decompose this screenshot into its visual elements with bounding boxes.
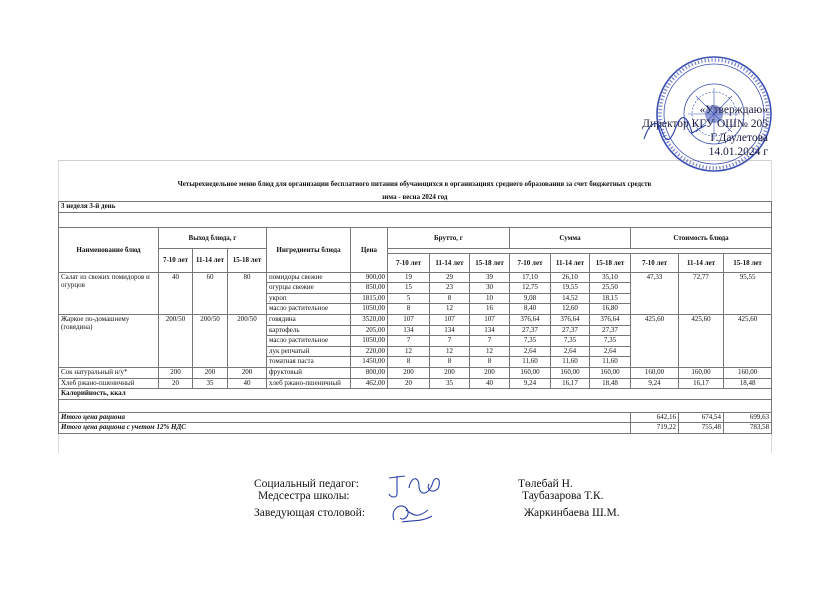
signature-name: Төлебай Н. xyxy=(518,478,573,490)
header-price: Цена xyxy=(351,227,388,272)
sum-age2: 16,17 xyxy=(551,378,590,389)
gross-age1: 12 xyxy=(388,346,430,357)
cost-age1: 9,24 xyxy=(631,378,679,389)
sum-age1: 27,37 xyxy=(510,325,551,336)
output-age1: 200 xyxy=(159,367,193,378)
ingredient: хлеб ржано-пшеничный xyxy=(267,378,351,389)
cost-age3: 18,48 xyxy=(724,378,772,389)
cost-age2: 72,77 xyxy=(679,272,724,314)
header-output: Выход блюда, г xyxy=(159,227,267,248)
header-cost-age2: 11-14 лет xyxy=(679,253,724,272)
table-row xyxy=(59,367,772,378)
output-age2: 200/50 xyxy=(193,314,228,367)
sum-age3: 25,50 xyxy=(590,283,631,294)
approval-position: Директор КГУ ОШ№ 205 xyxy=(642,118,768,130)
dish-name: Сок натуральный н/у* xyxy=(59,367,159,378)
menu-subtitle: зима - весна 2024 год xyxy=(381,193,448,201)
output-age1: 20 xyxy=(159,378,193,389)
output-age2: 35 xyxy=(193,378,228,389)
ingredient: лук репчатый xyxy=(267,346,351,357)
sum-age3: 18,48 xyxy=(590,378,631,389)
gross-age3: 107 xyxy=(470,314,510,325)
gross-age1: 107 xyxy=(388,314,430,325)
ingredient: томатная паста xyxy=(267,357,351,368)
price: 1815,00 xyxy=(351,293,388,304)
ingredient: огурцы свежие xyxy=(267,283,351,294)
signature-name: Таубазарова Т.К. xyxy=(522,490,604,502)
sum-age1: 11,60 xyxy=(510,357,551,368)
header-output-age2: 11-14 лет xyxy=(193,248,228,272)
ingredient: масло растительное xyxy=(267,304,351,315)
header-output-age3: 15-18 лет xyxy=(228,248,267,272)
sum-age1: 2,64 xyxy=(510,346,551,357)
cost-age2: 160,00 xyxy=(679,367,724,378)
total-vat-age1: 719,22 xyxy=(631,423,679,434)
approval-date: 14.01.2024 г xyxy=(708,146,768,158)
gross-age3: 134 xyxy=(470,325,510,336)
output-age3: 200 xyxy=(228,367,267,378)
output-age2: 200 xyxy=(193,367,228,378)
price: 3520,00 xyxy=(351,314,388,325)
header-gross-age2: 11-14 лет xyxy=(430,253,470,272)
director-signature xyxy=(640,115,710,145)
price: 1050,00 xyxy=(351,304,388,315)
total-label: Итого цена рациона xyxy=(59,412,631,423)
table-row xyxy=(59,314,772,325)
sum-age3: 27,37 xyxy=(590,325,631,336)
sum-age1: 9,24 xyxy=(510,378,551,389)
header-sum-age2: 11-14 лет xyxy=(551,253,590,272)
ingredient: помидоры свежие xyxy=(267,272,351,283)
header-gross-age3: 15-18 лет xyxy=(470,253,510,272)
gross-age2: 12 xyxy=(430,346,470,357)
header-output-age1: 7-10 лет xyxy=(159,248,193,272)
cost-age1: 425,60 xyxy=(631,314,679,367)
menu-title: Четырехнедельное меню блюд для организации бесплатного питания обучающихся в организациях среднего образования за счет бюджетных средств xyxy=(177,180,652,188)
price: 800,00 xyxy=(351,367,388,378)
cost-age1: 160,00 xyxy=(631,367,679,378)
sum-age1: 7,35 xyxy=(510,336,551,347)
gross-age2: 200 xyxy=(430,367,470,378)
sum-age1: 8,40 xyxy=(510,304,551,315)
sum-age3: 7,35 xyxy=(590,336,631,347)
cost-age3: 95,55 xyxy=(724,272,772,314)
gross-age3: 39 xyxy=(470,272,510,283)
canteen-head-signature xyxy=(388,500,436,526)
header-ingredients: Ингредиенты блюда xyxy=(267,227,351,272)
header-sum: Сумма xyxy=(510,227,631,248)
sum-age2: 12,60 xyxy=(551,304,590,315)
approval-name: Г.Даулетова xyxy=(710,132,768,144)
gross-age2: 8 xyxy=(430,293,470,304)
cost-age2: 16,17 xyxy=(679,378,724,389)
total-age1: 642,16 xyxy=(631,412,679,423)
output-age3: 40 xyxy=(228,378,267,389)
gross-age1: 200 xyxy=(388,367,430,378)
approval-title: «Утверждаю» xyxy=(699,104,768,116)
gross-age1: 20 xyxy=(388,378,430,389)
ingredient: говядина xyxy=(267,314,351,325)
sum-age2: 19,55 xyxy=(551,283,590,294)
sum-age3: 18,15 xyxy=(590,293,631,304)
price: 1050,00 xyxy=(351,336,388,347)
gross-age2: 8 xyxy=(430,357,470,368)
gross-age2: 35 xyxy=(430,378,470,389)
week-day-label: 3 неделя 3-й день xyxy=(59,202,772,213)
ingredient: укроп xyxy=(267,293,351,304)
cost-age2: 425,60 xyxy=(679,314,724,367)
sum-age3: 11,60 xyxy=(590,357,631,368)
sum-age2: 160,00 xyxy=(551,367,590,378)
total-row xyxy=(59,412,772,423)
total-vat-age3: 783,58 xyxy=(724,423,772,434)
output-age3: 200/50 xyxy=(228,314,267,367)
sum-age2: 14,52 xyxy=(551,293,590,304)
calories-label: Калорийность, ккал xyxy=(59,389,772,400)
gross-age2: 12 xyxy=(430,304,470,315)
output-age1: 200/50 xyxy=(159,314,193,367)
gross-age1: 19 xyxy=(388,272,430,283)
header-dish: Наименование блюд xyxy=(59,227,159,272)
table-row xyxy=(59,272,772,283)
dish-name: Жаркое по-домашнему (говядина) xyxy=(59,314,159,367)
gross-age3: 30 xyxy=(470,283,510,294)
gross-age2: 134 xyxy=(430,325,470,336)
ingredient: масло растительное xyxy=(267,336,351,347)
sum-age3: 16,80 xyxy=(590,304,631,315)
cost-age1: 47,33 xyxy=(631,272,679,314)
output-age2: 60 xyxy=(193,272,228,314)
gross-age1: 8 xyxy=(388,304,430,315)
sum-age2: 376,64 xyxy=(551,314,590,325)
header-gross: Брутто, г xyxy=(388,227,510,248)
price: 1450,00 xyxy=(351,357,388,368)
gross-age2: 29 xyxy=(430,272,470,283)
price: 205,00 xyxy=(351,325,388,336)
header-gross-age1: 7-10 лет xyxy=(388,253,430,272)
gross-age2: 7 xyxy=(430,336,470,347)
header-cost-age1: 7-10 лет xyxy=(631,253,679,272)
sum-age3: 35,10 xyxy=(590,272,631,283)
gross-age1: 7 xyxy=(388,336,430,347)
sum-age1: 9,08 xyxy=(510,293,551,304)
gross-age3: 200 xyxy=(470,367,510,378)
total-vat-age2: 755,48 xyxy=(679,423,724,434)
gross-age1: 8 xyxy=(388,357,430,368)
sum-age3: 2,64 xyxy=(590,346,631,357)
price: 220,00 xyxy=(351,346,388,357)
signature-role: Медсестра школы: xyxy=(258,490,350,502)
gross-age3: 8 xyxy=(470,357,510,368)
sum-age2: 26,10 xyxy=(551,272,590,283)
gross-age2: 23 xyxy=(430,283,470,294)
sum-age1: 12,75 xyxy=(510,283,551,294)
gross-age2: 107 xyxy=(430,314,470,325)
price: 462,00 xyxy=(351,378,388,389)
gross-age3: 10 xyxy=(470,293,510,304)
table-row xyxy=(59,378,772,389)
total-age2: 674,54 xyxy=(679,412,724,423)
total-vat-label: Итого цена рациона с учетом 12% НДС xyxy=(59,423,631,434)
gross-age3: 12 xyxy=(470,346,510,357)
total-vat-row xyxy=(59,423,772,434)
sum-age3: 376,64 xyxy=(590,314,631,325)
menu-table xyxy=(58,201,772,434)
social-pedagogue-signature xyxy=(385,470,445,500)
signature-name: Жаркинбаева Ш.М. xyxy=(524,507,620,519)
price: 850,00 xyxy=(351,283,388,294)
header-sum-age3: 15-18 лет xyxy=(590,253,631,272)
header-cost-age3: 15-18 лет xyxy=(724,253,772,272)
gross-age3: 7 xyxy=(470,336,510,347)
gross-age3: 40 xyxy=(470,378,510,389)
gross-age1: 134 xyxy=(388,325,430,336)
dish-name: Салат из свежих помидоров и огурцов xyxy=(59,272,159,314)
cost-age3: 425,60 xyxy=(724,314,772,367)
dish-name: Хлеб ржано-пшеничный xyxy=(59,378,159,389)
output-age3: 80 xyxy=(228,272,267,314)
sum-age2: 11,60 xyxy=(551,357,590,368)
gross-age1: 5 xyxy=(388,293,430,304)
sum-age1: 376,64 xyxy=(510,314,551,325)
output-age1: 40 xyxy=(159,272,193,314)
header-cost: Стоимость блюда xyxy=(631,227,772,248)
sum-age3: 160,00 xyxy=(590,367,631,378)
signature-role: Социальный педагог: xyxy=(254,478,359,490)
cost-age3: 160,00 xyxy=(724,367,772,378)
gross-age3: 16 xyxy=(470,304,510,315)
sum-age2: 27,37 xyxy=(551,325,590,336)
header-sum-age1: 7-10 лет xyxy=(510,253,551,272)
ingredient: фруктовый xyxy=(267,367,351,378)
sum-age1: 160,00 xyxy=(510,367,551,378)
ingredient: картофель xyxy=(267,325,351,336)
sum-age2: 7,35 xyxy=(551,336,590,347)
sum-age1: 17,10 xyxy=(510,272,551,283)
total-age3: 699,63 xyxy=(724,412,772,423)
gross-age1: 15 xyxy=(388,283,430,294)
signature-role: Заведующая столовой: xyxy=(254,507,366,519)
price: 900,00 xyxy=(351,272,388,283)
sum-age2: 2,64 xyxy=(551,346,590,357)
